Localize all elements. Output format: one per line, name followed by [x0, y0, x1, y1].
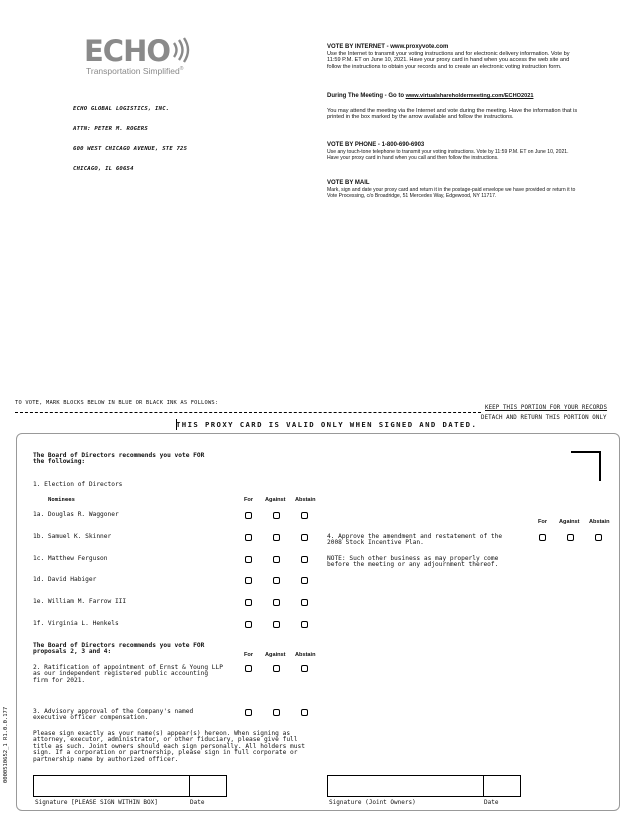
abstain-column-header: Abstain — [295, 497, 316, 503]
vote-for-checkbox[interactable] — [245, 512, 252, 519]
address-line: ECHO GLOBAL LOGISTICS, INC. — [73, 106, 170, 113]
vote-meeting-section — [327, 93, 579, 121]
abstain-column-header: Abstain — [589, 519, 610, 525]
vote-against-checkbox[interactable] — [273, 665, 280, 672]
address-line: ATTN: PETER M. ROGERS — [73, 125, 148, 132]
date-box[interactable] — [189, 775, 227, 797]
for-column-header: For — [538, 519, 548, 525]
vote-against-checkbox[interactable] — [273, 709, 280, 716]
vote-meeting-body: You may attend the meeting via the Internet and vote during the meeting. Have the information that is printed in the box marked by the arrow available and follow the instructions. — [327, 107, 578, 121]
vote-for-checkbox[interactable] — [245, 534, 252, 541]
other-business-note: NOTE: Such other business as may properly come before the meeting or any adjournment thereof. — [327, 555, 499, 569]
board-recommendation-1: The Board of Directors recommends you vote FOR the following: — [33, 452, 205, 466]
vote-abstain-checkbox[interactable] — [301, 556, 308, 563]
vote-against-checkbox[interactable] — [273, 512, 280, 519]
address-line: CHICAGO, IL 60654 — [73, 165, 134, 172]
nominee-1f: 1f. Virginia L. Henkels — [33, 620, 119, 627]
logo-wordmark: ECHO — [84, 34, 171, 68]
keep-portion-label: KEEP THIS PORTION FOR YOUR RECORDS — [485, 405, 608, 411]
valid-notice: THIS PROXY CARD IS VALID ONLY WHEN SIGNED AND DATED. — [176, 420, 478, 429]
vote-phone-body: Use any touch-tone telephone to transmit your voting instructions. Vote by 11:59 P.M. ET on June 10, 2021. Have your proxy card in hand when you call and then follow the instructions. — [327, 148, 569, 162]
side-document-code: 0000510652_1 R1.0.0.177 — [3, 706, 9, 783]
vote-abstain-checkbox[interactable] — [595, 534, 602, 541]
vote-for-checkbox[interactable] — [245, 556, 252, 563]
against-column-header: Against — [265, 652, 286, 658]
echo-logo — [84, 36, 191, 76]
signature-box[interactable] — [33, 775, 190, 797]
meeting-link[interactable]: www.virtualshareholdermeeting.com/ECHO2021 — [405, 93, 534, 99]
vote-internet-heading: VOTE BY INTERNET - www.proxyvote.com — [327, 44, 449, 50]
abstain-column-header: Abstain — [295, 652, 316, 658]
vote-against-checkbox[interactable] — [273, 599, 280, 606]
vote-phone-heading: VOTE BY PHONE - 1-800-690-6903 — [327, 142, 425, 148]
nominee-1a: 1a. Douglas R. Waggoner — [33, 511, 119, 518]
mark-instruction: TO VOTE, MARK BLOCKS BELOW IN BLUE OR BLACK INK AS FOLLOWS: — [15, 400, 219, 406]
nominee-1b: 1b. Samuel K. Skinner — [33, 533, 112, 540]
for-column-header: For — [244, 497, 254, 503]
control-number-arrow-box — [571, 451, 601, 481]
joint-date-box[interactable] — [483, 775, 521, 797]
vote-for-checkbox[interactable] — [245, 665, 252, 672]
proposal-4: 4. Approve the amendment and restatement of the 2008 Stock Incentive Plan. — [327, 533, 503, 547]
vote-internet-section — [327, 44, 579, 71]
nominee-1d: 1d. David Habiger — [33, 576, 97, 583]
joint-date-label: Date — [484, 799, 499, 806]
vote-phone-section — [327, 142, 579, 162]
vote-for-checkbox[interactable] — [245, 709, 252, 716]
for-column-header: For — [244, 652, 254, 658]
vote-abstain-checkbox[interactable] — [301, 621, 308, 628]
vote-internet-body: Use the Internet to transmit your voting instructions and for electronic delivery information. Vote by 11:59 P.M. ET on June 10, 2021. Have your proxy card in hand when you access the web site and follow the instructions to obtain your records and to create an electronic voting instruction form. — [327, 50, 570, 71]
nominees-label: Nominees — [48, 497, 75, 503]
vote-for-checkbox[interactable] — [245, 621, 252, 628]
joint-signature-box[interactable] — [327, 775, 484, 797]
vote-against-checkbox[interactable] — [273, 534, 280, 541]
logo-tagline: Transportation Simplified — [86, 66, 180, 76]
logo-arcs-icon — [171, 36, 191, 64]
signing-instructions: Please sign exactly as your name(s) appear(s) hereon. When signing as attorney, executor, administrator, or other fiduciary, please give full title as such. Joint owners should each sign personally. All holders must sign. If a corporation or partnership, please sign in full corporate or partnership name by authorized officer. — [33, 730, 305, 763]
vote-against-checkbox[interactable] — [273, 556, 280, 563]
mailing-address — [73, 93, 187, 179]
vote-meeting-prefix: During The Meeting - Go to — [327, 93, 404, 99]
signature-label: Signature [PLEASE SIGN WITHIN BOX] — [35, 799, 158, 806]
proposal-2: 2. Ratification of appointment of Ernst & Young LLP as our independent registered public accounting firm for 2021. — [33, 664, 223, 684]
vote-mail-section — [327, 180, 579, 200]
vote-against-checkbox[interactable] — [567, 534, 574, 541]
vote-against-checkbox[interactable] — [273, 621, 280, 628]
vote-abstain-checkbox[interactable] — [301, 599, 308, 606]
vote-mail-body: Mark, sign and date your proxy card and return it in the postage-paid envelope we have provided or return it to Vote Processing, c/o Broadridge, 51 Mercedes Way, Edgewood, NY 11717. — [327, 186, 576, 200]
vote-against-checkbox[interactable] — [273, 577, 280, 584]
board-recommendation-2: The Board of Directors recommends you vote FOR proposals 2, 3 and 4: — [33, 642, 205, 656]
proposal-3: 3. Advisory approval of the Company's named executive officer compensation. — [33, 708, 194, 722]
date-label: Date — [190, 799, 205, 806]
nominee-1c: 1c. Matthew Ferguson — [33, 555, 108, 562]
address-line: 600 WEST CHICAGO AVENUE, STE 725 — [73, 145, 188, 152]
against-column-header: Against — [265, 497, 286, 503]
vote-mail-heading: VOTE BY MAIL — [327, 180, 370, 186]
vote-abstain-checkbox[interactable] — [301, 512, 308, 519]
vote-abstain-checkbox[interactable] — [301, 665, 308, 672]
vote-abstain-checkbox[interactable] — [301, 709, 308, 716]
joint-signature-label: Signature (Joint Owners) — [329, 799, 416, 806]
vote-for-checkbox[interactable] — [539, 534, 546, 541]
vote-for-checkbox[interactable] — [245, 599, 252, 606]
detach-portion-label: DETACH AND RETURN THIS PORTION ONLY — [481, 415, 607, 421]
vote-abstain-checkbox[interactable] — [301, 577, 308, 584]
vote-abstain-checkbox[interactable] — [301, 534, 308, 541]
detach-dashed-line — [15, 412, 481, 413]
against-column-header: Against — [559, 519, 580, 525]
vote-for-checkbox[interactable] — [245, 577, 252, 584]
logo-trademark: ® — [179, 66, 184, 73]
item-1-heading: 1. Election of Directors — [33, 481, 123, 488]
nominee-1e: 1e. William M. Farrow III — [33, 598, 127, 605]
